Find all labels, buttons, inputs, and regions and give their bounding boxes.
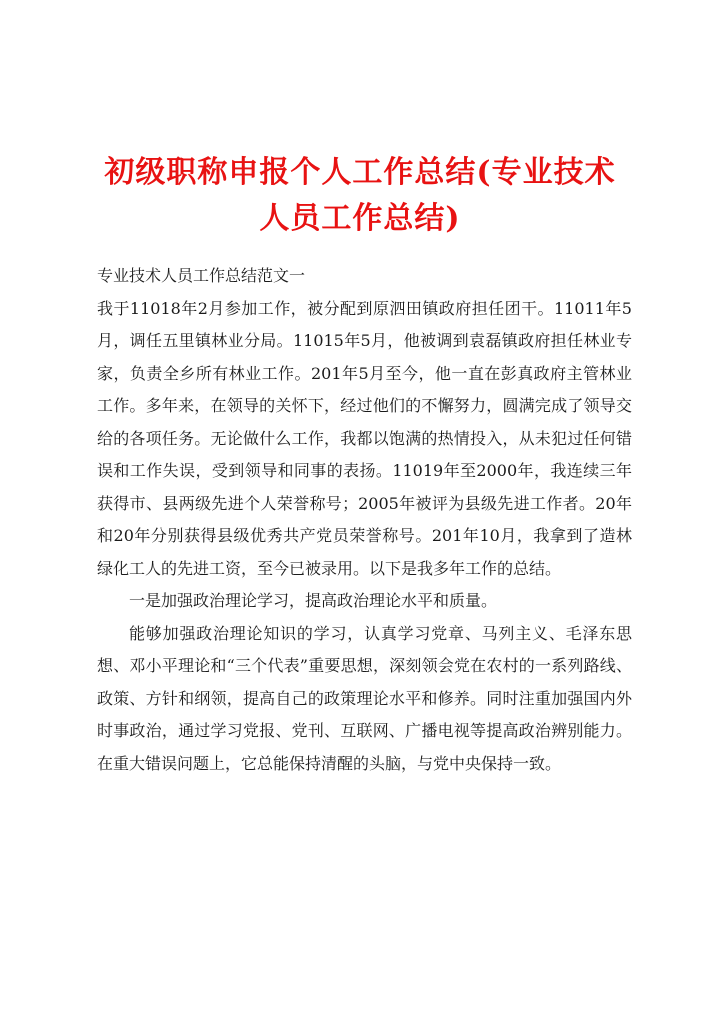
- section-heading: 专业技术人员工作总结范文一: [97, 266, 306, 285]
- paragraph-intro: 我于11018年2月参加工作，被分配到原泗田镇政府担任团干。11011年5月，调任五里镇林业分局。11015年5月，他被调到袁磊镇政府担任林业专家，负责全乡所有林业工作。201年5月至今，他一直在彭真政府主管林业工作。多年来，在领导的关怀下，经过他们的不懈努力，圆满完成了领导交给的各项任务。无论做什么工作，我都以饱满的热情投入，从未犯过任何错误和工作失误，受到领导和同事的表扬。11019年至2000年，我连续三年获得市、县两级先进个人荣誉称号；2005年被评为县级先进工作者。20年和20年分别获得县级优秀共产党员荣誉称号。201年10月，我拿到了造林绿化工人的先进工资，至今已被录用。以下是我多年工作的总结。: [97, 298, 632, 578]
- document-body: [97, 260, 632, 780]
- document-title: 初级职称申报个人工作总结(专业技术人员工作总结): [104, 155, 616, 236]
- paragraph-point-one: 一是加强政治理论学习，提高政治理论水平和质量。: [129, 591, 498, 610]
- paragraph-political-study: 能够加强政治理论知识的学习，认真学习党章、马列主义、毛泽东思想、邓小平理论和“三个代表”重要思想，深刻领会党在农村的一系列路线、政策、方针和纲领，提高自己的政策理论水平和修养。同时注重加强国内外时事政治，通过学习党报、党刊、互联网、广播电视等提高政治辨别能力。在重大错误问题上，它总能保持清醒的头脑，与党中央保持一致。: [97, 623, 632, 773]
